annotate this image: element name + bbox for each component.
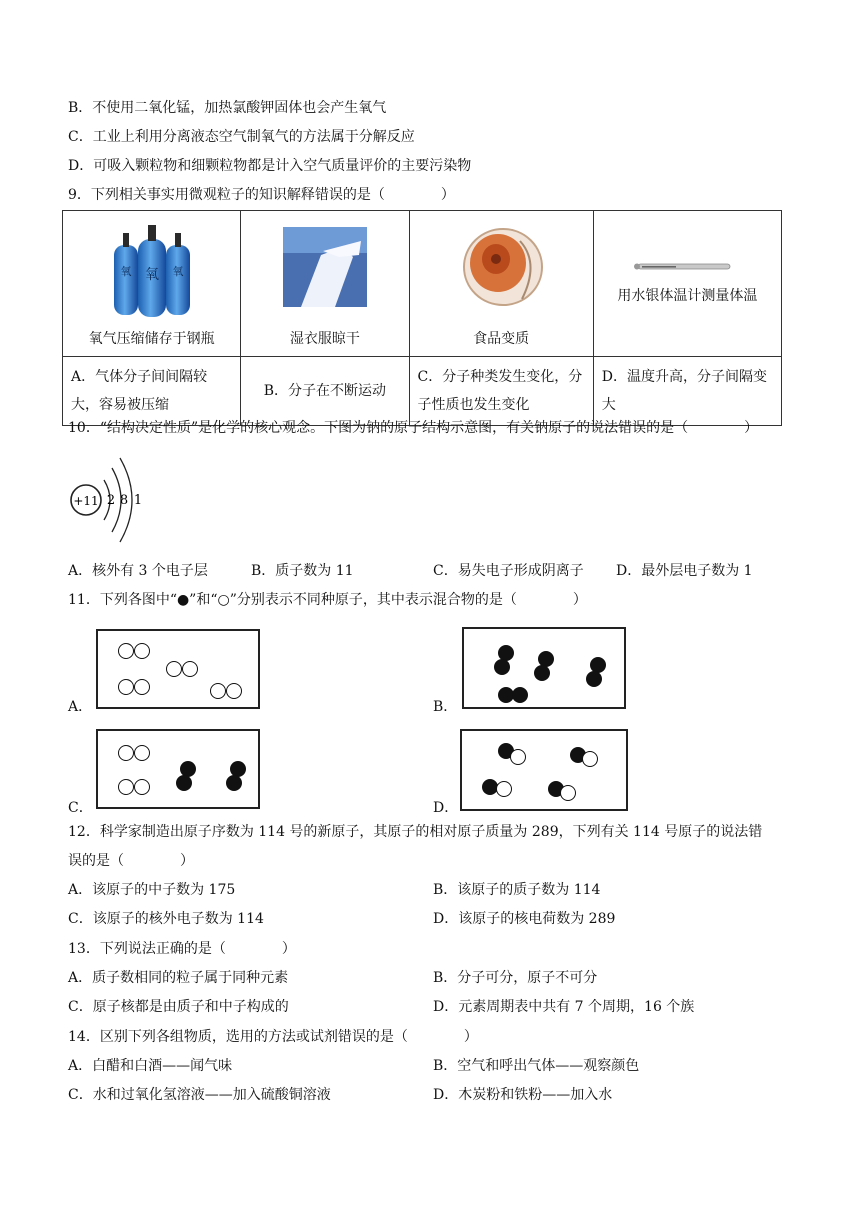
spoiled-food-image [460, 223, 546, 309]
hollow-atom-icon [118, 745, 134, 761]
q12-option-a: A．该原子的中子数为 175 [68, 882, 236, 898]
solid-atom-icon [586, 671, 602, 687]
hollow-atom-icon [582, 751, 598, 767]
shell-2-count: 8 [119, 493, 129, 508]
hollow-atom-icon [134, 779, 150, 795]
q11-label-d: D． [433, 800, 459, 816]
hollow-atom-icon [134, 745, 150, 761]
oxygen-cylinders-image [108, 219, 198, 319]
q13-option-d: D．元素周期表中共有 7 个周期，16 个族 [433, 999, 695, 1015]
q12-stem-line2: 误的是（ ） [68, 853, 194, 869]
q9-caption-thermometer: 用水银体温计测量体温 [617, 288, 758, 304]
q13-stem: 13．下列说法正确的是（ ） [68, 941, 296, 957]
q9-cell-thermometer [593, 211, 781, 357]
cylinder-label-1: 氧 [145, 267, 159, 283]
hollow-atom-icon [510, 749, 526, 765]
q11-label-b: B． [433, 699, 458, 715]
q11-box-b [462, 627, 626, 709]
q9-option-c: C．分子种类发生变化，分子性质也发生变化 [409, 357, 593, 426]
q9-option-a: A．气体分子间间隔较大，容易被压缩 [63, 357, 241, 426]
q12-option-d: D．该原子的核电荷数为 289 [433, 911, 616, 927]
cylinder-label-3: 氧 [172, 265, 184, 278]
solid-atom-icon [176, 775, 192, 791]
hollow-atom-icon [226, 683, 242, 699]
q9-cell-oxygen [63, 211, 241, 357]
shell-3-count: 1 [133, 493, 143, 508]
hollow-atom-icon [118, 643, 134, 659]
hollow-atom-icon [210, 683, 226, 699]
prev-option-d: D．可吸入颗粒物和细颗粒物都是计入空气质量评价的主要污染物 [68, 158, 472, 174]
q14-stem: 14．区别下列各组物质，选用的方法或试剂错误的是（ ） [68, 1029, 478, 1045]
hollow-atom-icon [134, 679, 150, 695]
q9-cell-clothes [241, 211, 409, 357]
q11-box-d [460, 729, 628, 811]
solid-atom-icon [226, 775, 242, 791]
prev-option-c: C．工业上利用分离液态空气制氧气的方法属于分解反应 [68, 129, 415, 145]
q14-option-c: C．水和过氧化氢溶液——加入硫酸铜溶液 [68, 1087, 331, 1103]
nucleus-label: +11 [73, 494, 99, 508]
hollow-atom-icon [560, 785, 576, 801]
wet-clothes-image [283, 227, 367, 307]
q13-option-c: C．原子核都是由质子和中子构成的 [68, 999, 289, 1015]
hollow-atom-icon [166, 661, 182, 677]
shell-1-count: 2 [106, 493, 116, 508]
q13-option-a: A．质子数相同的粒子属于同种元素 [68, 970, 289, 986]
hollow-atom-icon [496, 781, 512, 797]
q9-option-d: D．温度升高，分子间隔变大 [593, 357, 781, 426]
hollow-atom-icon [118, 679, 134, 695]
q14-option-d: D．木炭粉和铁粉——加入水 [433, 1087, 613, 1103]
q12-stem-line1: 12．科学家制造出原子序数为 114 号的新原子，其原子的相对原子质量为 289，下列有关 114 号原子的说法错 [68, 824, 763, 840]
q10-option-c: C．易失电子形成阴离子 [433, 563, 584, 579]
q10-option-d: D．最外层电子数为 1 [616, 563, 753, 579]
q9-caption-clothes: 湿衣服晾干 [289, 331, 360, 347]
solid-atom-icon [494, 659, 510, 675]
q10-stem: 10．“结构决定性质”是化学的核心观念。下图为钠的原子结构示意图，有关钠原子的说法错误的是（ ） [68, 420, 759, 436]
hollow-atom-icon [182, 661, 198, 677]
cylinder-label-2: 氧 [120, 265, 132, 278]
q9-cell-food [409, 211, 593, 357]
q14-option-a: A．白醋和白酒——闻气味 [68, 1058, 233, 1074]
prev-option-b: B．不使用二氧化锰，加热氯酸钾固体也会产生氧气 [68, 100, 387, 116]
sodium-atom-diagram [68, 452, 148, 548]
solid-atom-icon [534, 665, 550, 681]
solid-atom-icon [512, 687, 528, 703]
q11-stem: 11．下列各图中“●”和“○”分别表示不同种原子，其中表示混合物的是（ ） [68, 592, 587, 608]
thermometer-image [632, 261, 732, 273]
hollow-atom-icon [134, 643, 150, 659]
q10-option-b: B．质子数为 11 [251, 563, 354, 579]
q9-option-b: B．分子在不断运动 [241, 357, 409, 426]
q12-option-c: C．该原子的核外电子数为 114 [68, 911, 264, 927]
q9-table [62, 210, 782, 426]
q12-option-b: B．该原子的质子数为 114 [433, 882, 601, 898]
q11-box-c [96, 729, 260, 809]
q13-option-b: B．分子可分，原子不可分 [433, 970, 598, 986]
q14-option-b: B．空气和呼出气体——观察颜色 [433, 1058, 640, 1074]
q11-box-a [96, 629, 260, 709]
q9-caption-oxygen: 氧气压缩储存于钢瓶 [88, 331, 215, 347]
q11-label-c: C． [68, 800, 93, 816]
q10-option-a: A．核外有 3 个电子层 [68, 563, 208, 579]
q11-label-a: A． [68, 699, 93, 715]
hollow-atom-icon [118, 779, 134, 795]
q9-caption-food: 食品变质 [473, 331, 530, 347]
q9-stem: 9．下列相关事实用微观粒子的知识解释错误的是（ ） [68, 187, 455, 203]
